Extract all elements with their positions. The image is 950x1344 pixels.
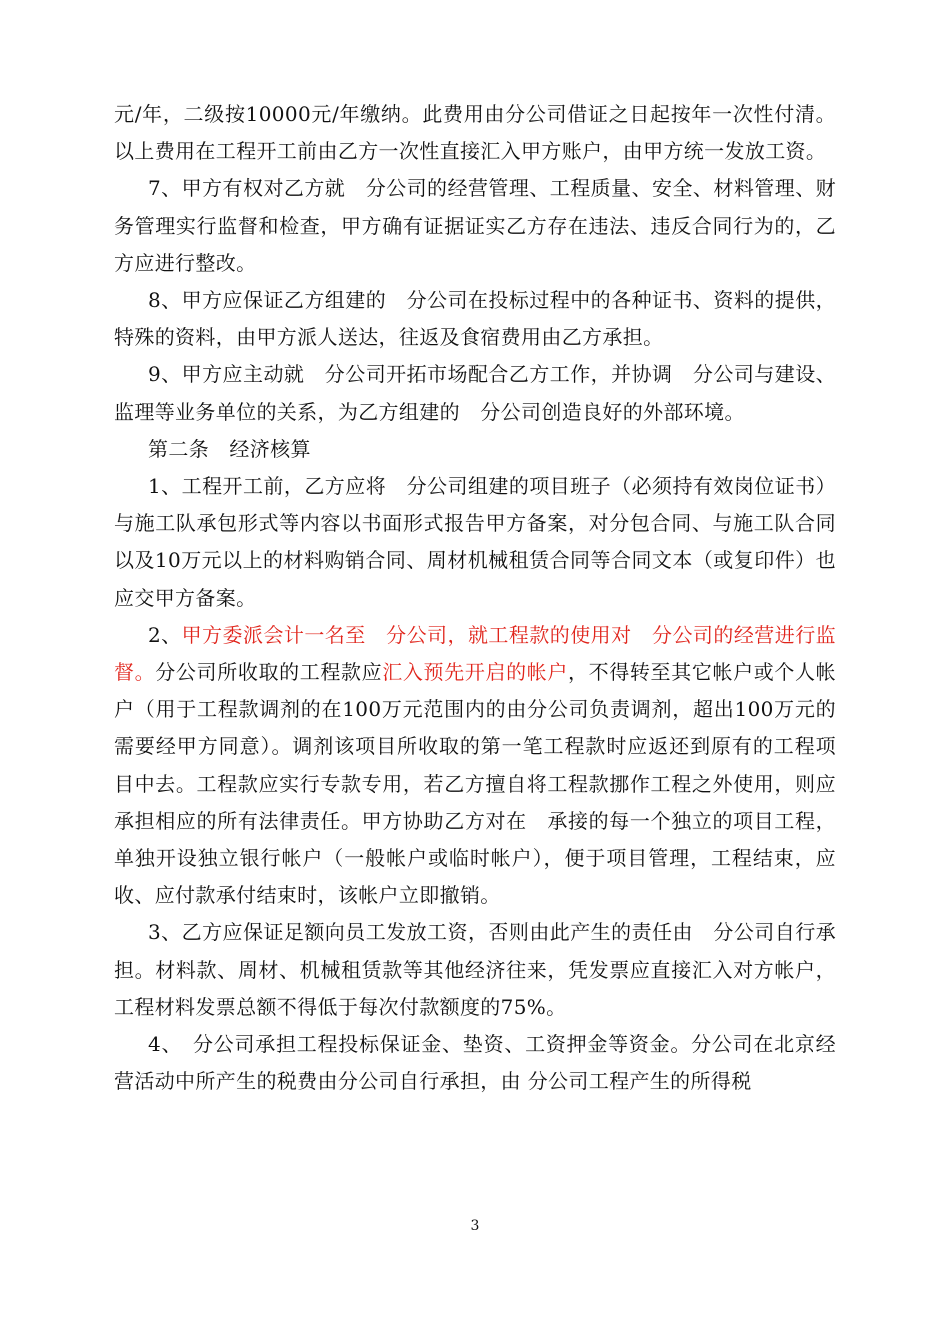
paragraph-econ-4: 4、 分公司承担工程投标保证金、垫资、工资押金等资金。分公司在北京经营活动中所产生的税费由分公司自行承担，由 分公司工程产生的所得税 [114, 1032, 836, 1094]
paragraph-fee-continuation: 元/年，二级按10000元/年缴纳。此费用由分公司借证之日起按年一次性付清。以上费用在工程开工前由乙方一次性直接汇入甲方账户，由甲方统一发放工资。 [114, 102, 836, 164]
econ-2-text-a: 分公司所收取的工程款应 [155, 660, 383, 685]
paragraph-econ-2 [114, 617, 836, 915]
econ-2-text-b: ，不得转至其它帐户或个人帐户（用于工程款调剂的在100万元范围内的由分公司负责调剂，超出100万元的需要经甲方同意）。调剂该项目所收取的第一笔工程款时应返还到原有的工程项目中去。工程款应实行专款专用，若乙方擅自将工程款挪作工程之外使用，则应承担相应的所有法律责任。甲方协助乙方对在 承接的每一个独立的项目工程，单独开设独立银行帐户（一般帐户或临时帐户），便于项目管理，工程结束，应收、应付款承付结束时，该帐户立即撤销。 [114, 660, 836, 908]
econ-2-number: 2、 [148, 622, 182, 647]
paragraph-clause-8: 8、甲方应保证乙方组建的 分公司在投标过程中的各种证书、资料的提供，特殊的资料，由甲方派人送达，往返及食宿费用由乙方承担。 [114, 288, 836, 350]
section-heading-article-2: 第二条 经济核算 [148, 436, 311, 461]
document-body [114, 96, 836, 1100]
paragraph-clause-9: 9、甲方应主动就 分公司开拓市场配合乙方工作，并协调 分公司与建设、监理等业务单位的关系，为乙方组建的 分公司创造良好的外部环境。 [114, 362, 836, 424]
paragraph-clause-7: 7、甲方有权对乙方就 分公司的经营管理、工程质量、安全、材料管理、财务管理实行监督和检查，甲方确有证据证实乙方存在违法、违反合同行为的，乙方应进行整改。 [114, 176, 836, 275]
page-number: 3 [470, 1218, 480, 1234]
paragraph-econ-1: 1、工程开工前，乙方应将 分公司组建的项目班子（必须持有效岗位证书）与施工队承包形式等内容以书面形式报告甲方备案，对分包合同、与施工队合同以及10万元以上的材料购销合同、周材机械租赁合同等合同文本（或复印件）也应交甲方备案。 [114, 474, 836, 610]
paragraph-econ-3: 3、乙方应保证足额向员工发放工资，否则由此产生的责任由 分公司自行承担。材料款、周材、机械租赁款等其他经济往来，凭发票应直接汇入对方帐户，工程材料发票总额不得低于每次付款额度的75%。 [114, 920, 836, 1019]
econ-2-highlight-account: 汇入预先开启的帐户 [382, 660, 569, 685]
econ-2-highlight-accountant: 甲方委派会计一名至 分公司，就工程款的使用对 分公司的经营进行监督。 [114, 622, 836, 685]
